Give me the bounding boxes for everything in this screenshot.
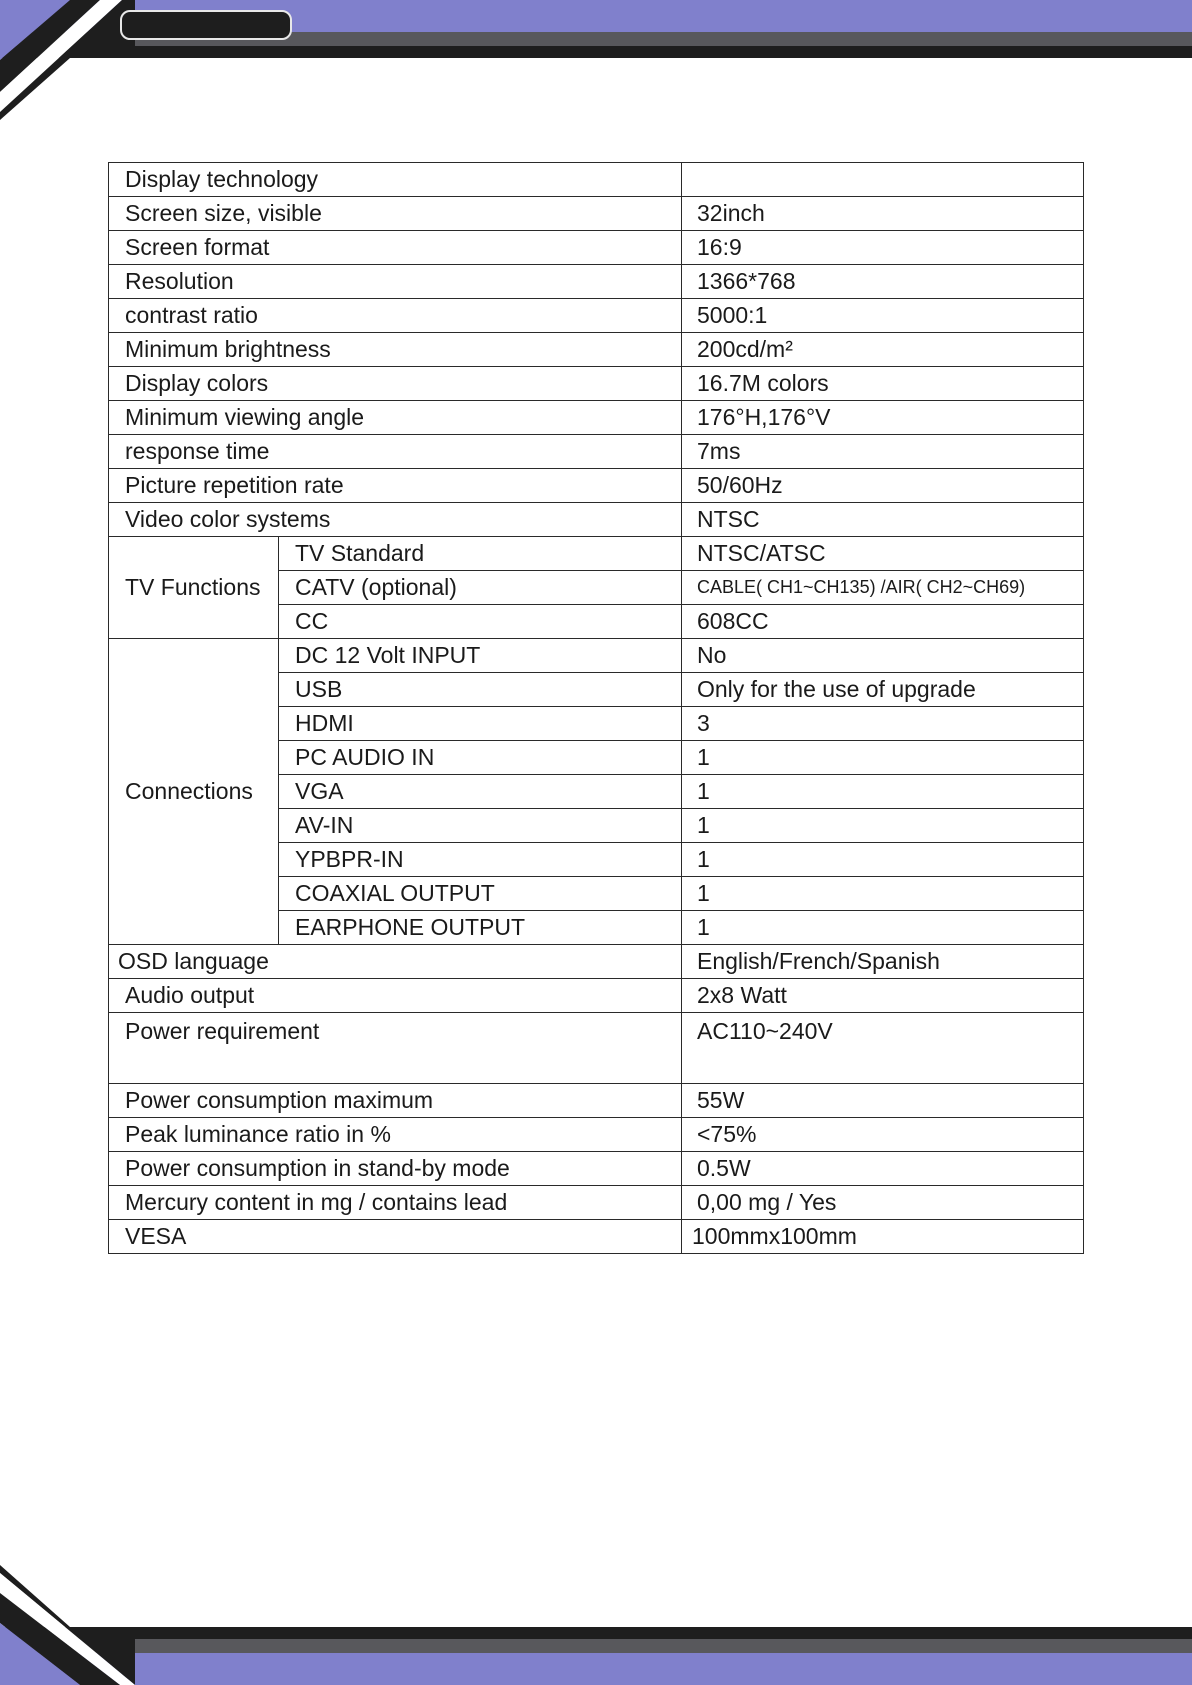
spec-label: Video color systems bbox=[109, 503, 682, 537]
spec-label: YPBPR-IN bbox=[279, 843, 682, 877]
spec-value: AC110~240V bbox=[682, 1013, 1084, 1084]
table-row bbox=[109, 401, 1084, 435]
table-row bbox=[109, 537, 1084, 571]
spec-value: 1 bbox=[682, 877, 1084, 911]
spec-label: CC bbox=[279, 605, 682, 639]
spec-value: 1 bbox=[682, 809, 1084, 843]
spec-label: Peak luminance ratio in % bbox=[109, 1118, 682, 1152]
spec-label: AV-IN bbox=[279, 809, 682, 843]
spec-label: OSD language bbox=[109, 945, 682, 979]
spec-label: Screen format bbox=[109, 231, 682, 265]
spec-value: NTSC/ATSC bbox=[682, 537, 1084, 571]
spec-value: No bbox=[682, 639, 1084, 673]
spec-label: response time bbox=[109, 435, 682, 469]
spec-label: Picture repetition rate bbox=[109, 469, 682, 503]
table-row bbox=[109, 639, 1084, 673]
spec-label: Power requirement bbox=[109, 1013, 682, 1084]
spec-label: COAXIAL OUTPUT bbox=[279, 877, 682, 911]
spec-value: 5000:1 bbox=[682, 299, 1084, 333]
spec-label: Resolution bbox=[109, 265, 682, 299]
spec-value: 7ms bbox=[682, 435, 1084, 469]
spec-value: 32inch bbox=[682, 197, 1084, 231]
table-row bbox=[109, 1220, 1084, 1254]
spec-label: Screen size, visible bbox=[109, 197, 682, 231]
spec-value: 2x8 Watt bbox=[682, 979, 1084, 1013]
spec-label: Power consumption maximum bbox=[109, 1084, 682, 1118]
spec-label: HDMI bbox=[279, 707, 682, 741]
spec-label: EARPHONE OUTPUT bbox=[279, 911, 682, 945]
spec-value: 0.5W bbox=[682, 1152, 1084, 1186]
table-row bbox=[109, 1013, 1084, 1084]
spec-label: Minimum viewing angle bbox=[109, 401, 682, 435]
table-row bbox=[109, 333, 1084, 367]
spec-label: DC 12 Volt INPUT bbox=[279, 639, 682, 673]
spec-label: Mercury content in mg / contains lead bbox=[109, 1186, 682, 1220]
table-row bbox=[109, 299, 1084, 333]
spec-value bbox=[682, 163, 1084, 197]
table-row bbox=[109, 1186, 1084, 1220]
table-row bbox=[109, 503, 1084, 537]
spec-label: VESA bbox=[109, 1220, 682, 1254]
group-label-tv-functions: TV Functions bbox=[109, 537, 279, 639]
spec-value: 3 bbox=[682, 707, 1084, 741]
spec-value: NTSC bbox=[682, 503, 1084, 537]
spec-value: 200cd/m² bbox=[682, 333, 1084, 367]
spec-label: Display colors bbox=[109, 367, 682, 401]
table-row bbox=[109, 265, 1084, 299]
spec-label: Power consumption in stand-by mode bbox=[109, 1152, 682, 1186]
spec-value: 50/60Hz bbox=[682, 469, 1084, 503]
spec-label: Display technology bbox=[109, 163, 682, 197]
table-row bbox=[109, 367, 1084, 401]
spec-value: 16.7M colors bbox=[682, 367, 1084, 401]
specifications-table bbox=[108, 162, 1084, 1254]
header-tab bbox=[120, 10, 292, 40]
spec-value: 1 bbox=[682, 843, 1084, 877]
spec-label: Audio output bbox=[109, 979, 682, 1013]
table-row bbox=[109, 469, 1084, 503]
table-row bbox=[109, 979, 1084, 1013]
footer-decoration bbox=[0, 1565, 1192, 1685]
spec-value: 1366*768 bbox=[682, 265, 1084, 299]
table-row bbox=[109, 231, 1084, 265]
spec-label: contrast ratio bbox=[109, 299, 682, 333]
table-row bbox=[109, 163, 1084, 197]
group-label-connections: Connections bbox=[109, 639, 279, 945]
spec-value: 0,00 mg / Yes bbox=[682, 1186, 1084, 1220]
spec-value: 1 bbox=[682, 741, 1084, 775]
spec-value: 608CC bbox=[682, 605, 1084, 639]
table-row bbox=[109, 1118, 1084, 1152]
spec-label: TV Standard bbox=[279, 537, 682, 571]
table-row bbox=[109, 435, 1084, 469]
spec-value: 100mmx100mm bbox=[682, 1220, 1084, 1254]
spec-label: CATV (optional) bbox=[279, 571, 682, 605]
table-row bbox=[109, 945, 1084, 979]
table-row bbox=[109, 1152, 1084, 1186]
table-row bbox=[109, 197, 1084, 231]
table-row bbox=[109, 1084, 1084, 1118]
spec-value: 1 bbox=[682, 911, 1084, 945]
spec-value: English/French/Spanish bbox=[682, 945, 1084, 979]
spec-value: 16:9 bbox=[682, 231, 1084, 265]
spec-label: VGA bbox=[279, 775, 682, 809]
spec-label: PC AUDIO IN bbox=[279, 741, 682, 775]
spec-value: <75% bbox=[682, 1118, 1084, 1152]
spec-value: 1 bbox=[682, 775, 1084, 809]
spec-value: Only for the use of upgrade bbox=[682, 673, 1084, 707]
spec-label: Minimum brightness bbox=[109, 333, 682, 367]
spec-value: 55W bbox=[682, 1084, 1084, 1118]
spec-value: CABLE( CH1~CH135) /AIR( CH2~CH69) bbox=[682, 571, 1084, 605]
spec-label: USB bbox=[279, 673, 682, 707]
spec-value: 176°H,176°V bbox=[682, 401, 1084, 435]
